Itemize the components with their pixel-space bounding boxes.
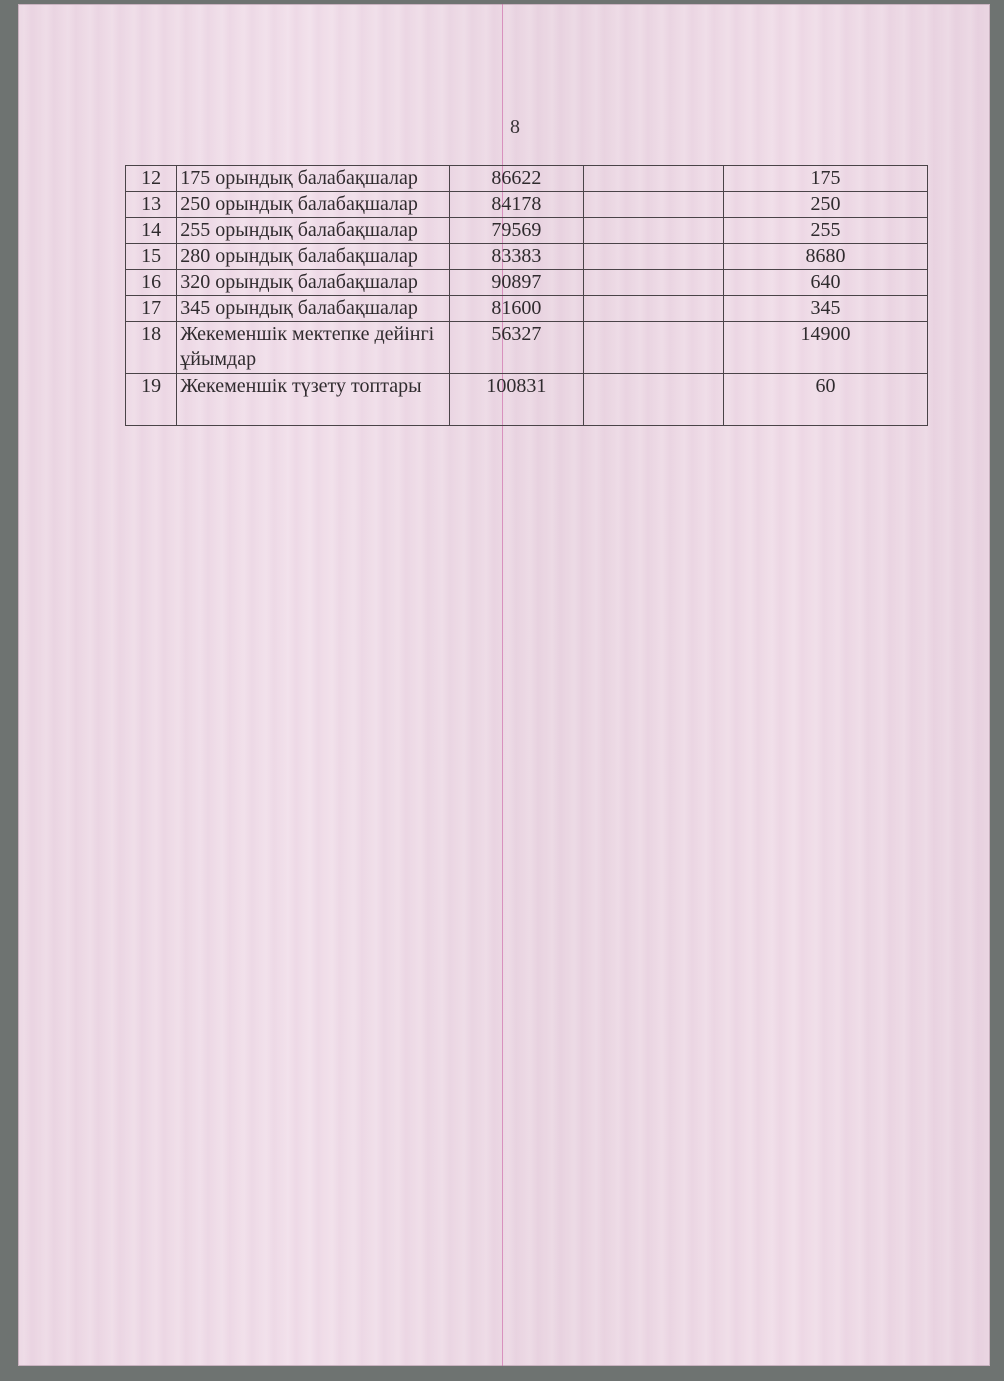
page-number: 8 bbox=[510, 116, 520, 138]
row-number: 19 bbox=[126, 374, 177, 426]
row-value-1: 90897 bbox=[449, 270, 584, 296]
row-value-2 bbox=[584, 270, 724, 296]
row-number: 17 bbox=[126, 296, 177, 322]
table-row bbox=[126, 244, 928, 270]
row-number: 13 bbox=[126, 192, 177, 218]
row-value-2 bbox=[584, 218, 724, 244]
row-value-1: 81600 bbox=[449, 296, 584, 322]
row-value-2 bbox=[584, 166, 724, 192]
document-page bbox=[18, 4, 990, 1366]
table-row bbox=[126, 296, 928, 322]
table-row bbox=[126, 270, 928, 296]
row-number: 16 bbox=[126, 270, 177, 296]
row-value-3: 255 bbox=[723, 218, 927, 244]
data-table bbox=[125, 165, 928, 426]
row-name: 255 орындық балабақшалар bbox=[177, 218, 449, 244]
row-name: 175 орындық балабақшалар bbox=[177, 166, 449, 192]
row-value-2 bbox=[584, 296, 724, 322]
row-value-1: 83383 bbox=[449, 244, 584, 270]
row-name: Жекеменшік мектепке дейінгі ұйымдар bbox=[177, 322, 449, 374]
row-number: 14 bbox=[126, 218, 177, 244]
row-name: 320 орындық балабақшалар bbox=[177, 270, 449, 296]
row-value-3: 345 bbox=[723, 296, 927, 322]
row-value-3: 640 bbox=[723, 270, 927, 296]
row-value-3: 60 bbox=[723, 374, 927, 426]
row-value-2 bbox=[584, 244, 724, 270]
row-value-2 bbox=[584, 192, 724, 218]
table-row bbox=[126, 322, 928, 374]
row-name: 345 орындық балабақшалар bbox=[177, 296, 449, 322]
table-row bbox=[126, 374, 928, 426]
row-number: 15 bbox=[126, 244, 177, 270]
row-number: 12 bbox=[126, 166, 177, 192]
row-value-3: 14900 bbox=[723, 322, 927, 374]
row-value-1: 56327 bbox=[449, 322, 584, 374]
row-name: Жекеменшік түзету топтары bbox=[177, 374, 449, 426]
row-name: 250 орындық балабақшалар bbox=[177, 192, 449, 218]
row-value-1: 100831 bbox=[449, 374, 584, 426]
table-row bbox=[126, 192, 928, 218]
table-row bbox=[126, 166, 928, 192]
row-value-1: 79569 bbox=[449, 218, 584, 244]
row-value-1: 86622 bbox=[449, 166, 584, 192]
row-number: 18 bbox=[126, 322, 177, 374]
row-value-2 bbox=[584, 322, 724, 374]
row-name: 280 орындық балабақшалар bbox=[177, 244, 449, 270]
table-row bbox=[126, 218, 928, 244]
row-value-3: 175 bbox=[723, 166, 927, 192]
row-value-3: 250 bbox=[723, 192, 927, 218]
row-value-3: 8680 bbox=[723, 244, 927, 270]
row-value-2 bbox=[584, 374, 724, 426]
row-value-1: 84178 bbox=[449, 192, 584, 218]
